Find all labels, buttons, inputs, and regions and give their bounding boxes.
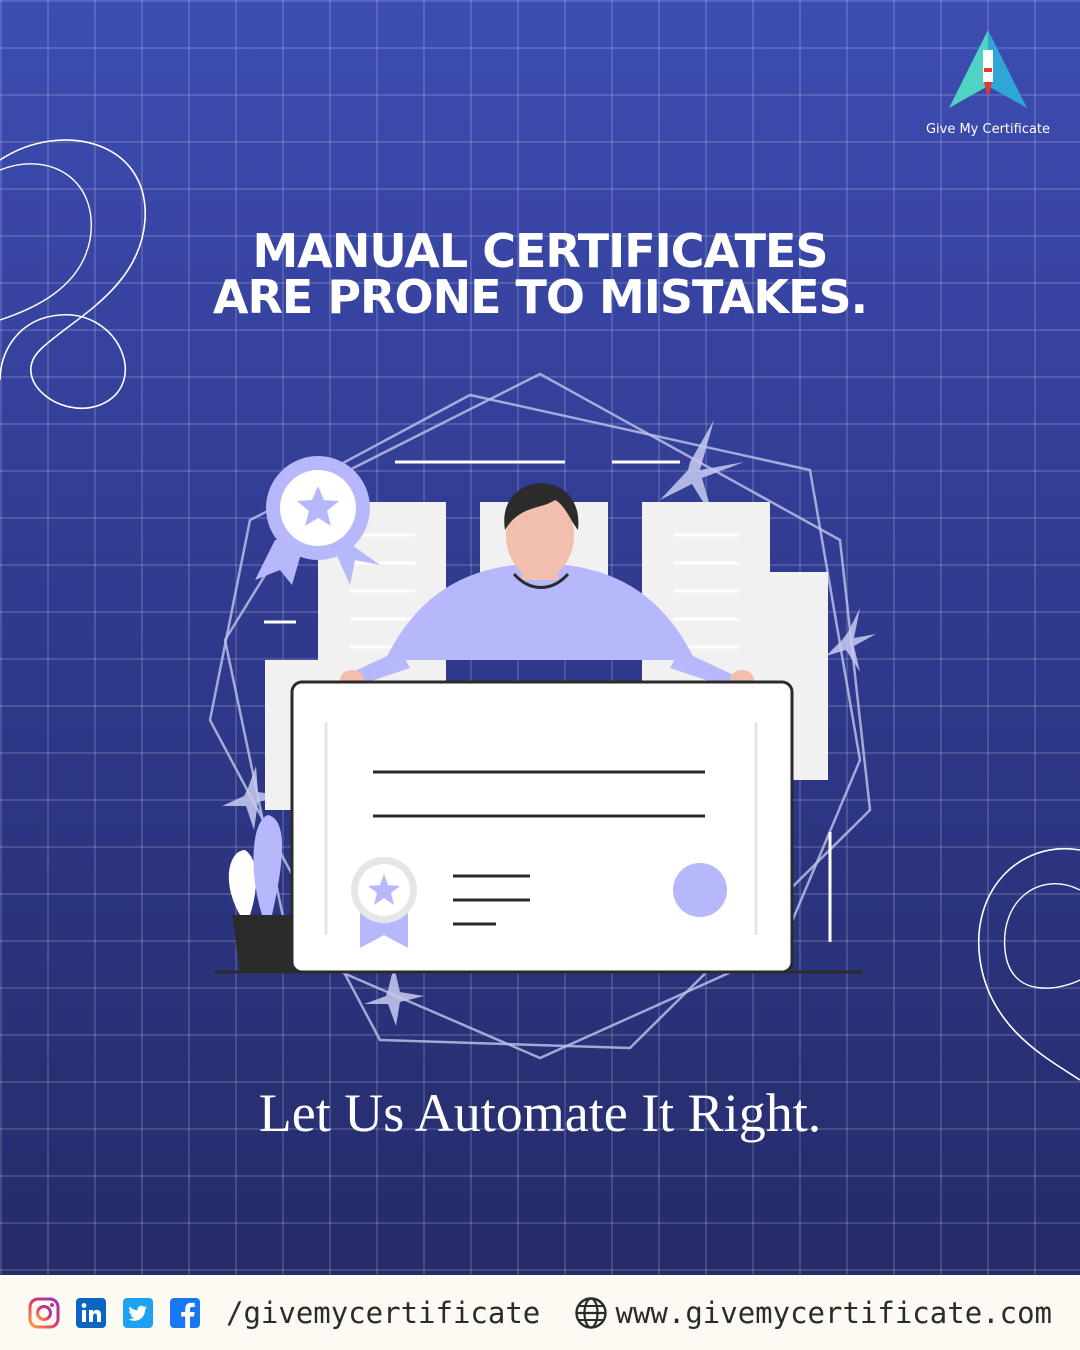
certificate-card <box>292 682 792 972</box>
linkedin-icon[interactable] <box>75 1297 107 1329</box>
person-holding-certificate-illustration <box>0 360 1080 1080</box>
headline-line-1: MANUAL CERTIFICATES <box>252 224 828 278</box>
certificate-seal-icon <box>351 857 417 948</box>
facebook-icon[interactable] <box>169 1297 201 1329</box>
brand <box>918 28 1058 137</box>
globe-icon <box>574 1296 608 1330</box>
tagline: Let Us Automate It Right. <box>258 1083 822 1143</box>
twitter-icon[interactable] <box>122 1297 154 1329</box>
brand-name: Give My Certificate <box>925 122 1051 137</box>
social-handle[interactable]: /givemycertificate <box>226 1295 541 1330</box>
website-link[interactable] <box>574 1275 1053 1350</box>
social-links <box>28 1296 540 1330</box>
plant-icon <box>229 815 298 972</box>
headline-line-2: ARE PRONE TO MISTAKES. <box>212 270 868 324</box>
paper-plane-certificate-icon <box>947 28 1029 112</box>
headline <box>0 224 1080 324</box>
website-url[interactable]: www.givemycertificate.com <box>615 1295 1052 1330</box>
footer <box>0 1275 1080 1350</box>
instagram-icon[interactable] <box>28 1297 60 1329</box>
